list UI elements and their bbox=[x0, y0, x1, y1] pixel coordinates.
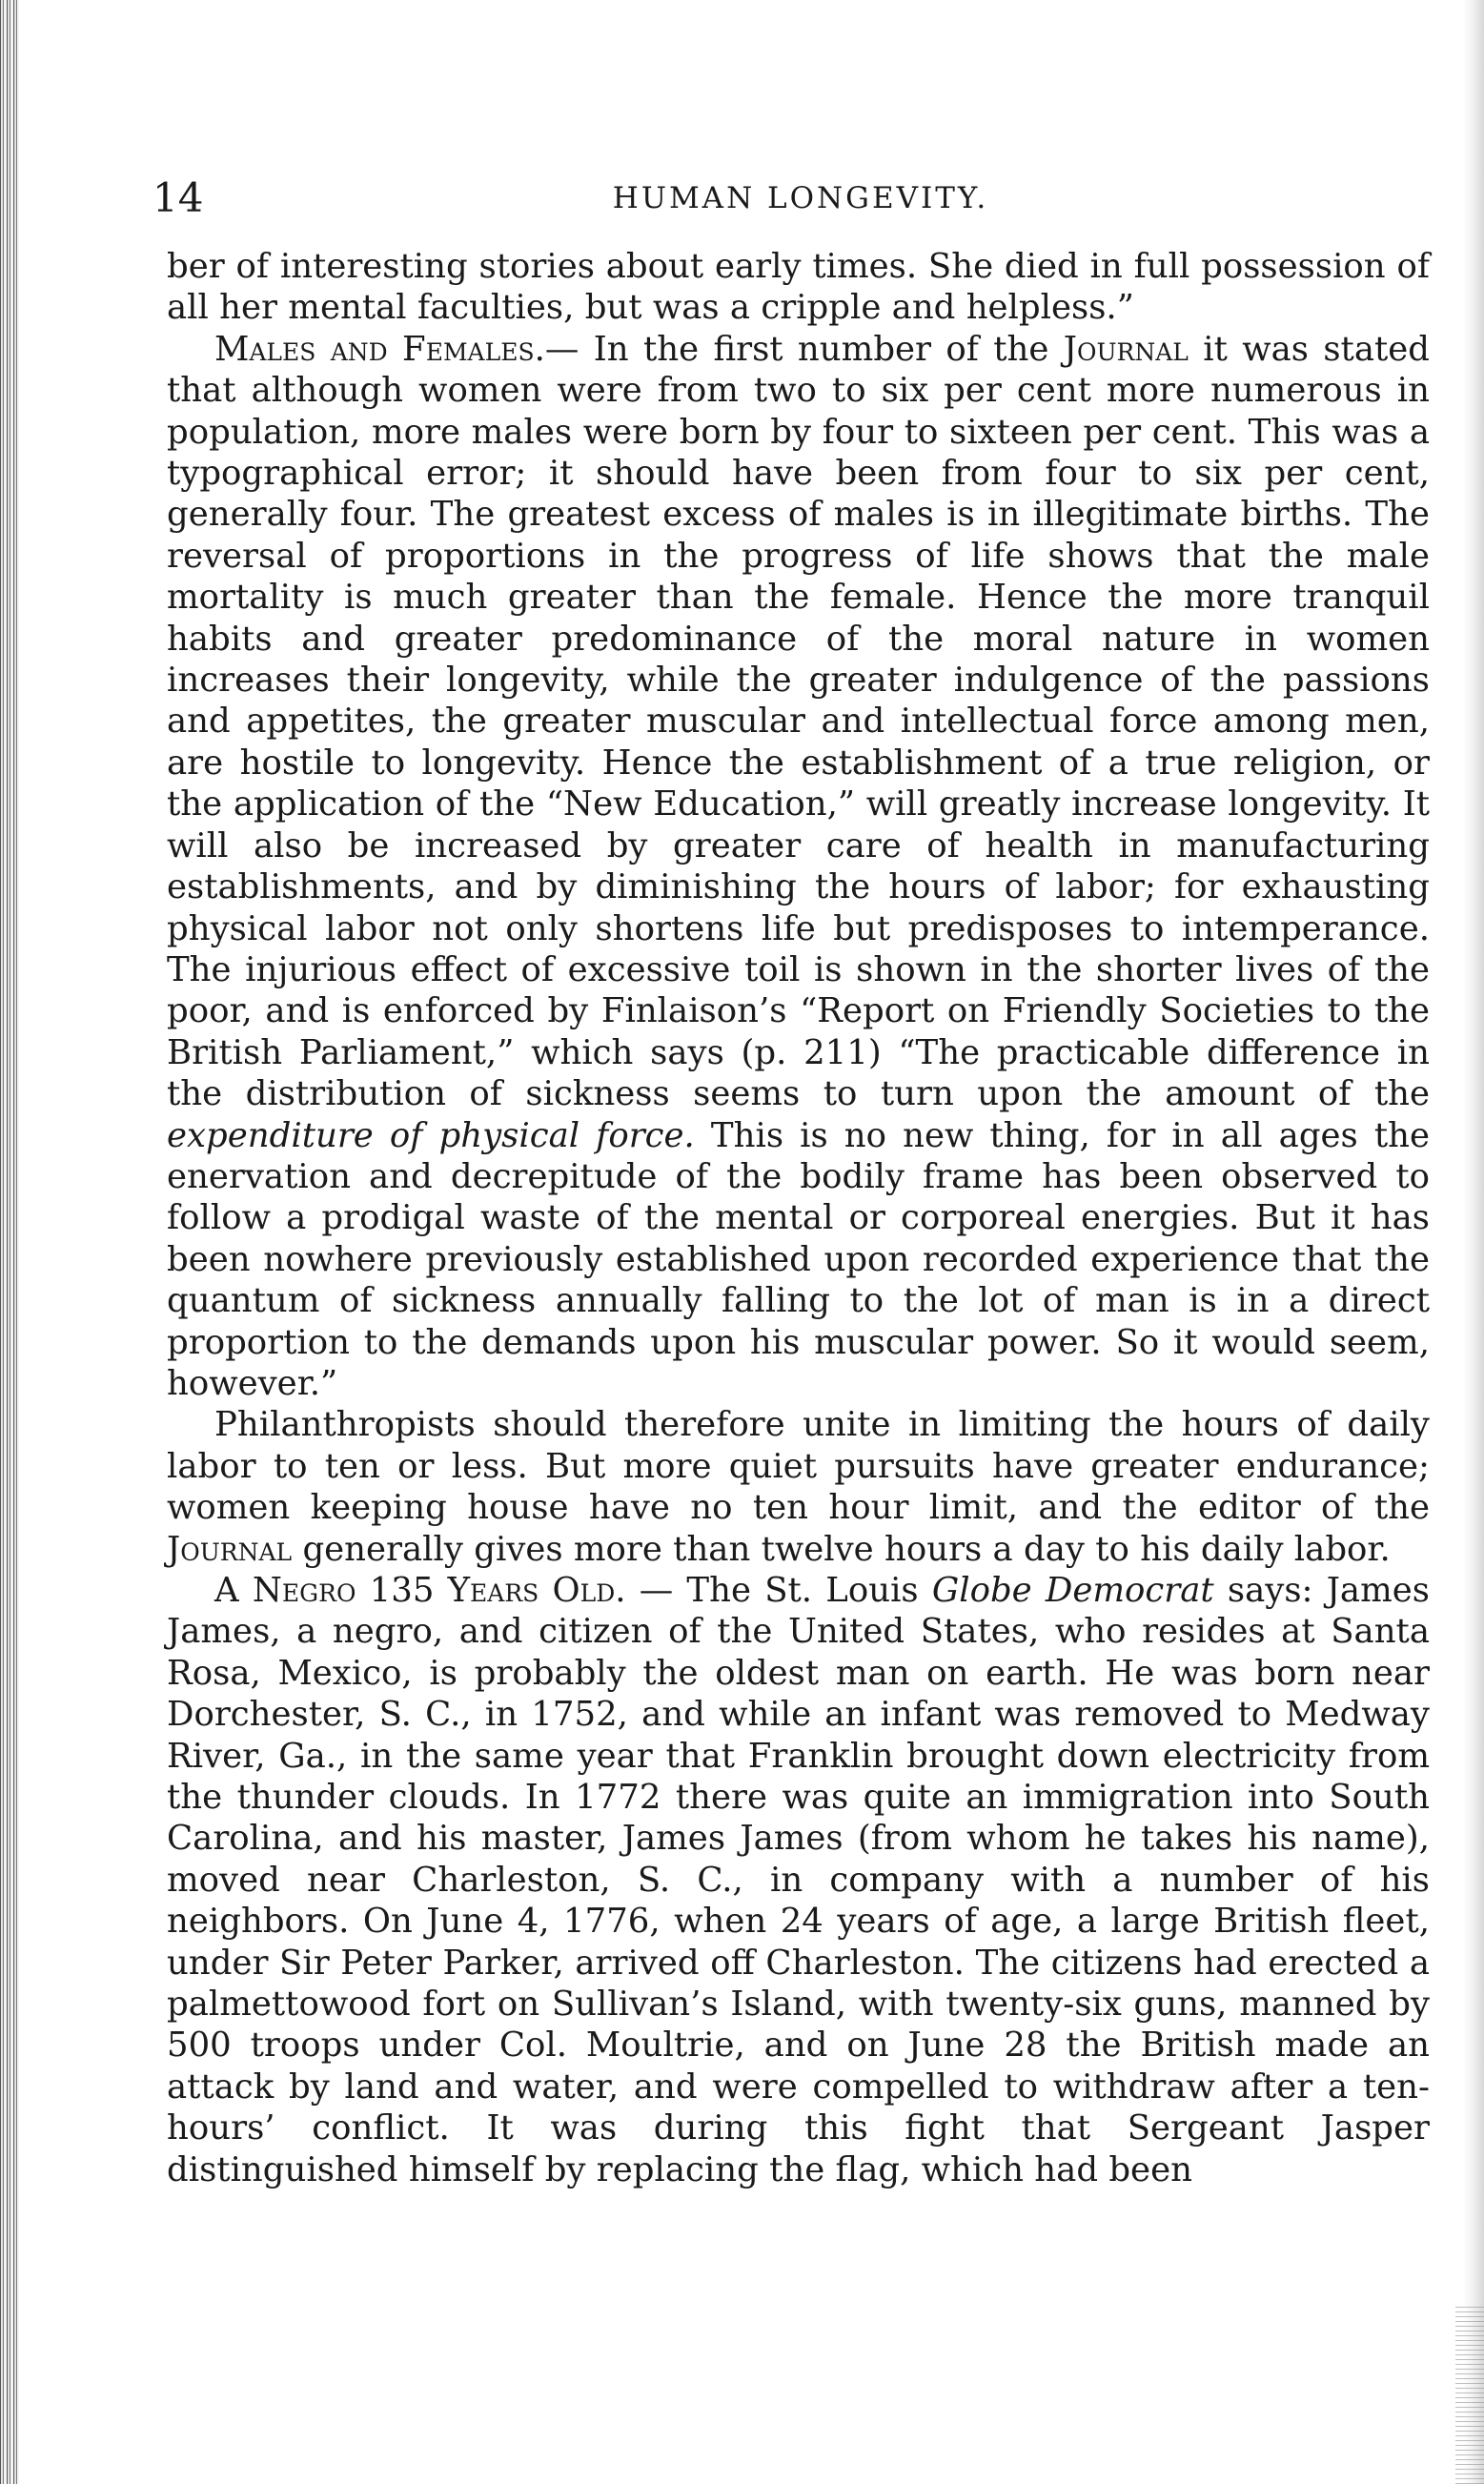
section-heading: Males and Females. bbox=[214, 329, 545, 369]
italic-phrase: expenditure of physical force. bbox=[167, 1115, 695, 1155]
paragraph-males-and-females bbox=[167, 329, 1430, 1405]
page-header bbox=[152, 170, 1449, 227]
paragraph-text: This is no new thing, for in all ages the enervation and decrepitude of the bodily frame has been observed to follow a prodigal waste of the mental or corporeal energies. But it has been nowhere previously established upon recorded experience that the quantum of sickness annually falling to the lot of man is in a direct proportion to the demands upon his muscular power. So it would seem, however.” bbox=[167, 1115, 1430, 1403]
journal-name: Journal bbox=[1063, 329, 1189, 369]
paragraph-text: Philanthropists should therefore unite in limiting the hours of daily labor to ten or less. But more quiet pursuits have greater endurance; women keeping house have no ten hour limit, and the editor of the bbox=[167, 1405, 1430, 1528]
section-heading: A Negro 135 Years Old. bbox=[214, 1571, 626, 1610]
journal-name: Journal bbox=[167, 1529, 293, 1569]
page-edge-shadow bbox=[1463, 0, 1484, 2484]
paragraph-text: — In the first number of the bbox=[544, 329, 1064, 369]
running-title: HUMAN LONGEVITY. bbox=[612, 181, 989, 215]
page-number: 14 bbox=[152, 174, 204, 221]
page-corner-wear bbox=[1455, 2303, 1484, 2484]
binding-gutter bbox=[0, 0, 19, 2484]
paragraph-text: it was stated that although women were from two to six per cent more numerous in population, more males were born by four to sixteen per cent. This was a typographical error; it should have been from four to six per cent, generally four. The greatest excess of males is in illegitimate births. The reversal of proportions in the progress of life shows that the male mortality is much greater than the female. Hence the more tranquil habits and greater predominance of the moral nature in women increases their longevity, while the greater indulgence of the passions and appetites, the greater muscular and intellectual force among men, are hostile to longevity. Hence the establishment of a true religion, or the application of the “New Education,” will greatly increase longevity. It will also be increased by greater care of health in manufacturing establishments, and by diminishing the hours of labor; for exhausting physical labor not only shortens life but predisposes to intemperance. The injurious effect of excessive toil is shown in the shorter lives of the poor, and is enforced by Finlaison’s “Report on Friendly Societies to the British Parliament,” which says (p. 211) “The practicable difference in the distribution of sickness seems to turn upon the amount of the bbox=[167, 329, 1430, 1114]
paragraph-text: — The St. Louis bbox=[625, 1571, 932, 1610]
paragraph-philanthropists bbox=[167, 1404, 1430, 1570]
newspaper-name: Globe Democrat bbox=[931, 1571, 1214, 1610]
paragraph-text: generally gives more than twelve hours a day to his daily labor. bbox=[292, 1529, 1391, 1569]
paragraph-text: says: James James, a negro, and citizen of the United States, who resides at Santa Rosa, Mexico, is probably the oldest man on earth. He was born near Dorchester, S. C., in 1752, and while an infant was removed to Medway River, Ga., in the same year that Franklin brought down electricity from the thunder clouds. In 1772 there was quite an immigration into South Carolina, and his master, James James (from whom he takes his name), moved near Charleston, S. C., in company with a number of his neighbors. On June 4, 1776, when 24 years of age, a large British fleet, under Sir Peter Parker, arrived off Charleston. The citizens had erected a palmettowood fort on Sullivan’s Island, with twenty-six guns, manned by 500 troops under Col. Moultrie, and on June 28 the British made an attack by land and water, and were compelled to withdraw after a ten-hours’ conflict. It was during this fight that Sergeant Jasper distinguished himself by replacing the flag, which had been bbox=[167, 1571, 1430, 2189]
body-text bbox=[167, 246, 1430, 2190]
paragraph-negro-135-years-old bbox=[167, 1570, 1430, 2190]
paragraph-text: ber of interesting stories about early times. She died in full possession of all her mental faculties, but was a cripple and helpless.” bbox=[167, 247, 1430, 328]
paragraph-continuation bbox=[167, 246, 1430, 329]
